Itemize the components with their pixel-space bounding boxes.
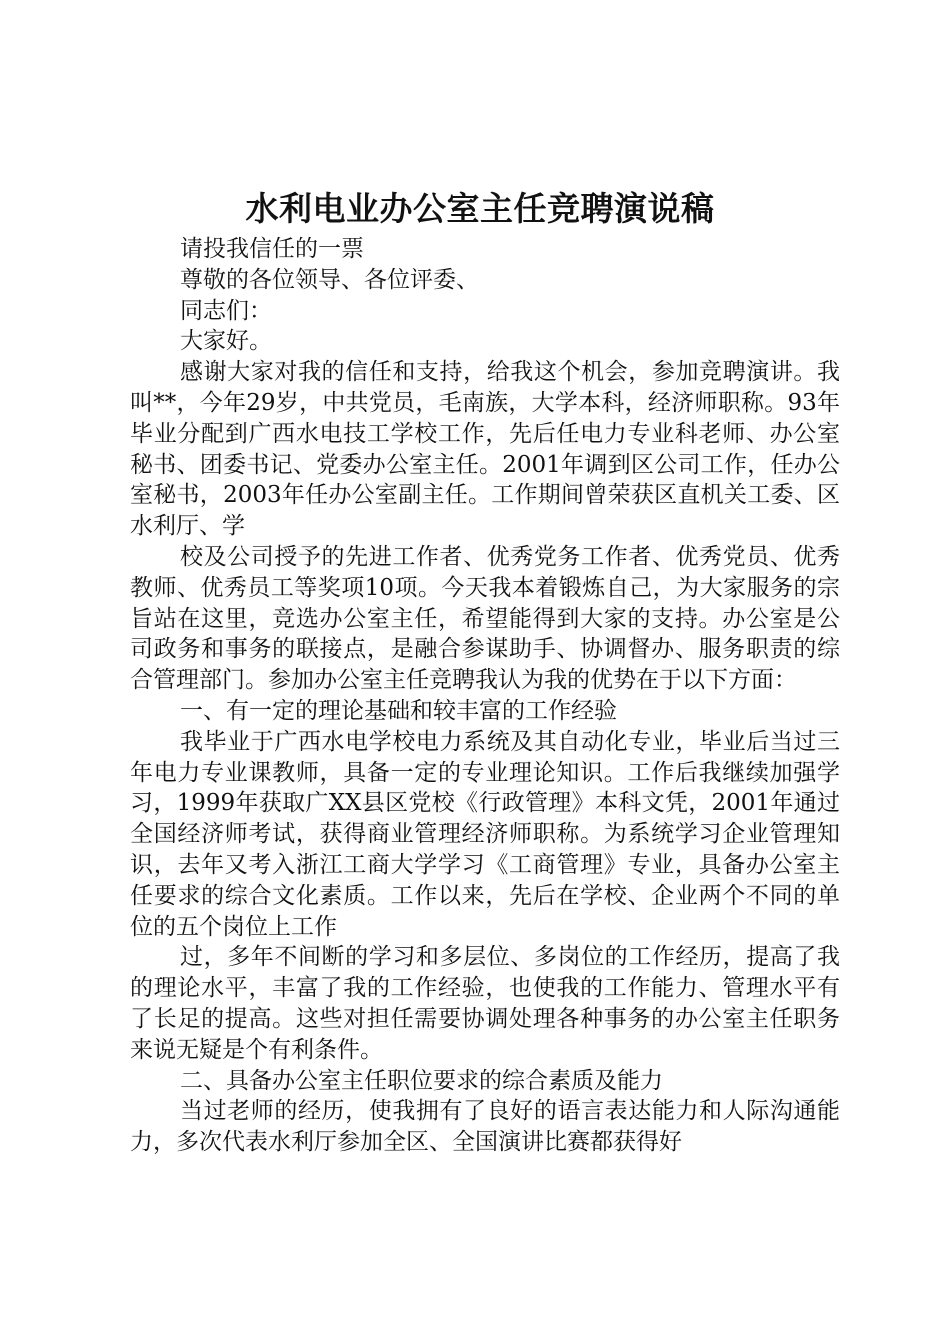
section-heading-2: 二、具备办公室主任职位要求的综合素质及能力: [180, 1067, 663, 1094]
paragraph-communication: 当过老师的经历，使我拥有了良好的语言表达能力和人际沟通能力，多次代表水利厅参加全区、全国演讲比赛都获得好: [130, 1098, 840, 1156]
section-heading-1: 一、有一定的理论基础和较丰富的工作经验: [180, 697, 617, 724]
paragraph-comrades: 同志们：: [180, 297, 272, 324]
paragraph-self-introduction: 感谢大家对我的信任和支持，给我这个机会，参加竞聘演讲。我叫**，今年29岁，中共党员，毛南族，大学本科，经济师职称。93年毕业分配到广西水电技工学校工作，先后任电力专业科老师、办公室秘书、团委书记、党委办公室主任。2001年调到区公司工作，任办公室秘书，2003年任办公室副主任。工作期间曾荣获区直机关工委、区水利厅、学: [130, 359, 840, 540]
paragraph-experience: 过，多年不间断的学习和多层位、多岗位的工作经历，提高了我的理论水平，丰富了我的工作经验，也使我的工作能力、管理水平有了长足的提高。这些对担任需要协调处理各种事务的办公室主任职务来说无疑是个有利条件。: [130, 944, 840, 1063]
document-title: 水利电业办公室主任竞聘演说稿: [245, 189, 715, 228]
document-body: [130, 234, 840, 1158]
paragraph-vote-request: 请投我信任的一票: [180, 236, 364, 262]
paragraph-education: 我毕业于广西水电学校电力系统及其自动化专业，毕业后当过三年电力专业课教师，具备一定的专业理论知识。工作后我继续加强学习，1999年获取广XX县区党校《行政管理》本科文凭，2001年通过全国经济师考试，获得商业管理经济师职称。为系统学习企业管理知识，去年又考入浙江工商大学学习《工商管理》专业，具备办公室主任要求的综合文化素质。工作以来，先后在学校、企业两个不同的单位的五个岗位上工作: [130, 728, 840, 940]
paragraph-greeting: 大家好。: [180, 328, 272, 355]
paragraph-awards-and-purpose: 校及公司授予的先进工作者、优秀党务工作者、优秀党员、优秀教师、优秀员工等奖项10项。今天我本着锻炼自己，为大家服务的宗旨站在这里，竞选办公室主任，希望能得到大家的支持。办公室是公司政务和事务的联接点，是融合参谋助手、协调督办、服务职责的综合管理部门。参加办公室主任竞聘我认为我的优势在于以下方面：: [130, 543, 840, 694]
paragraph-salutation: 尊敬的各位领导、各位评委、: [180, 266, 479, 293]
